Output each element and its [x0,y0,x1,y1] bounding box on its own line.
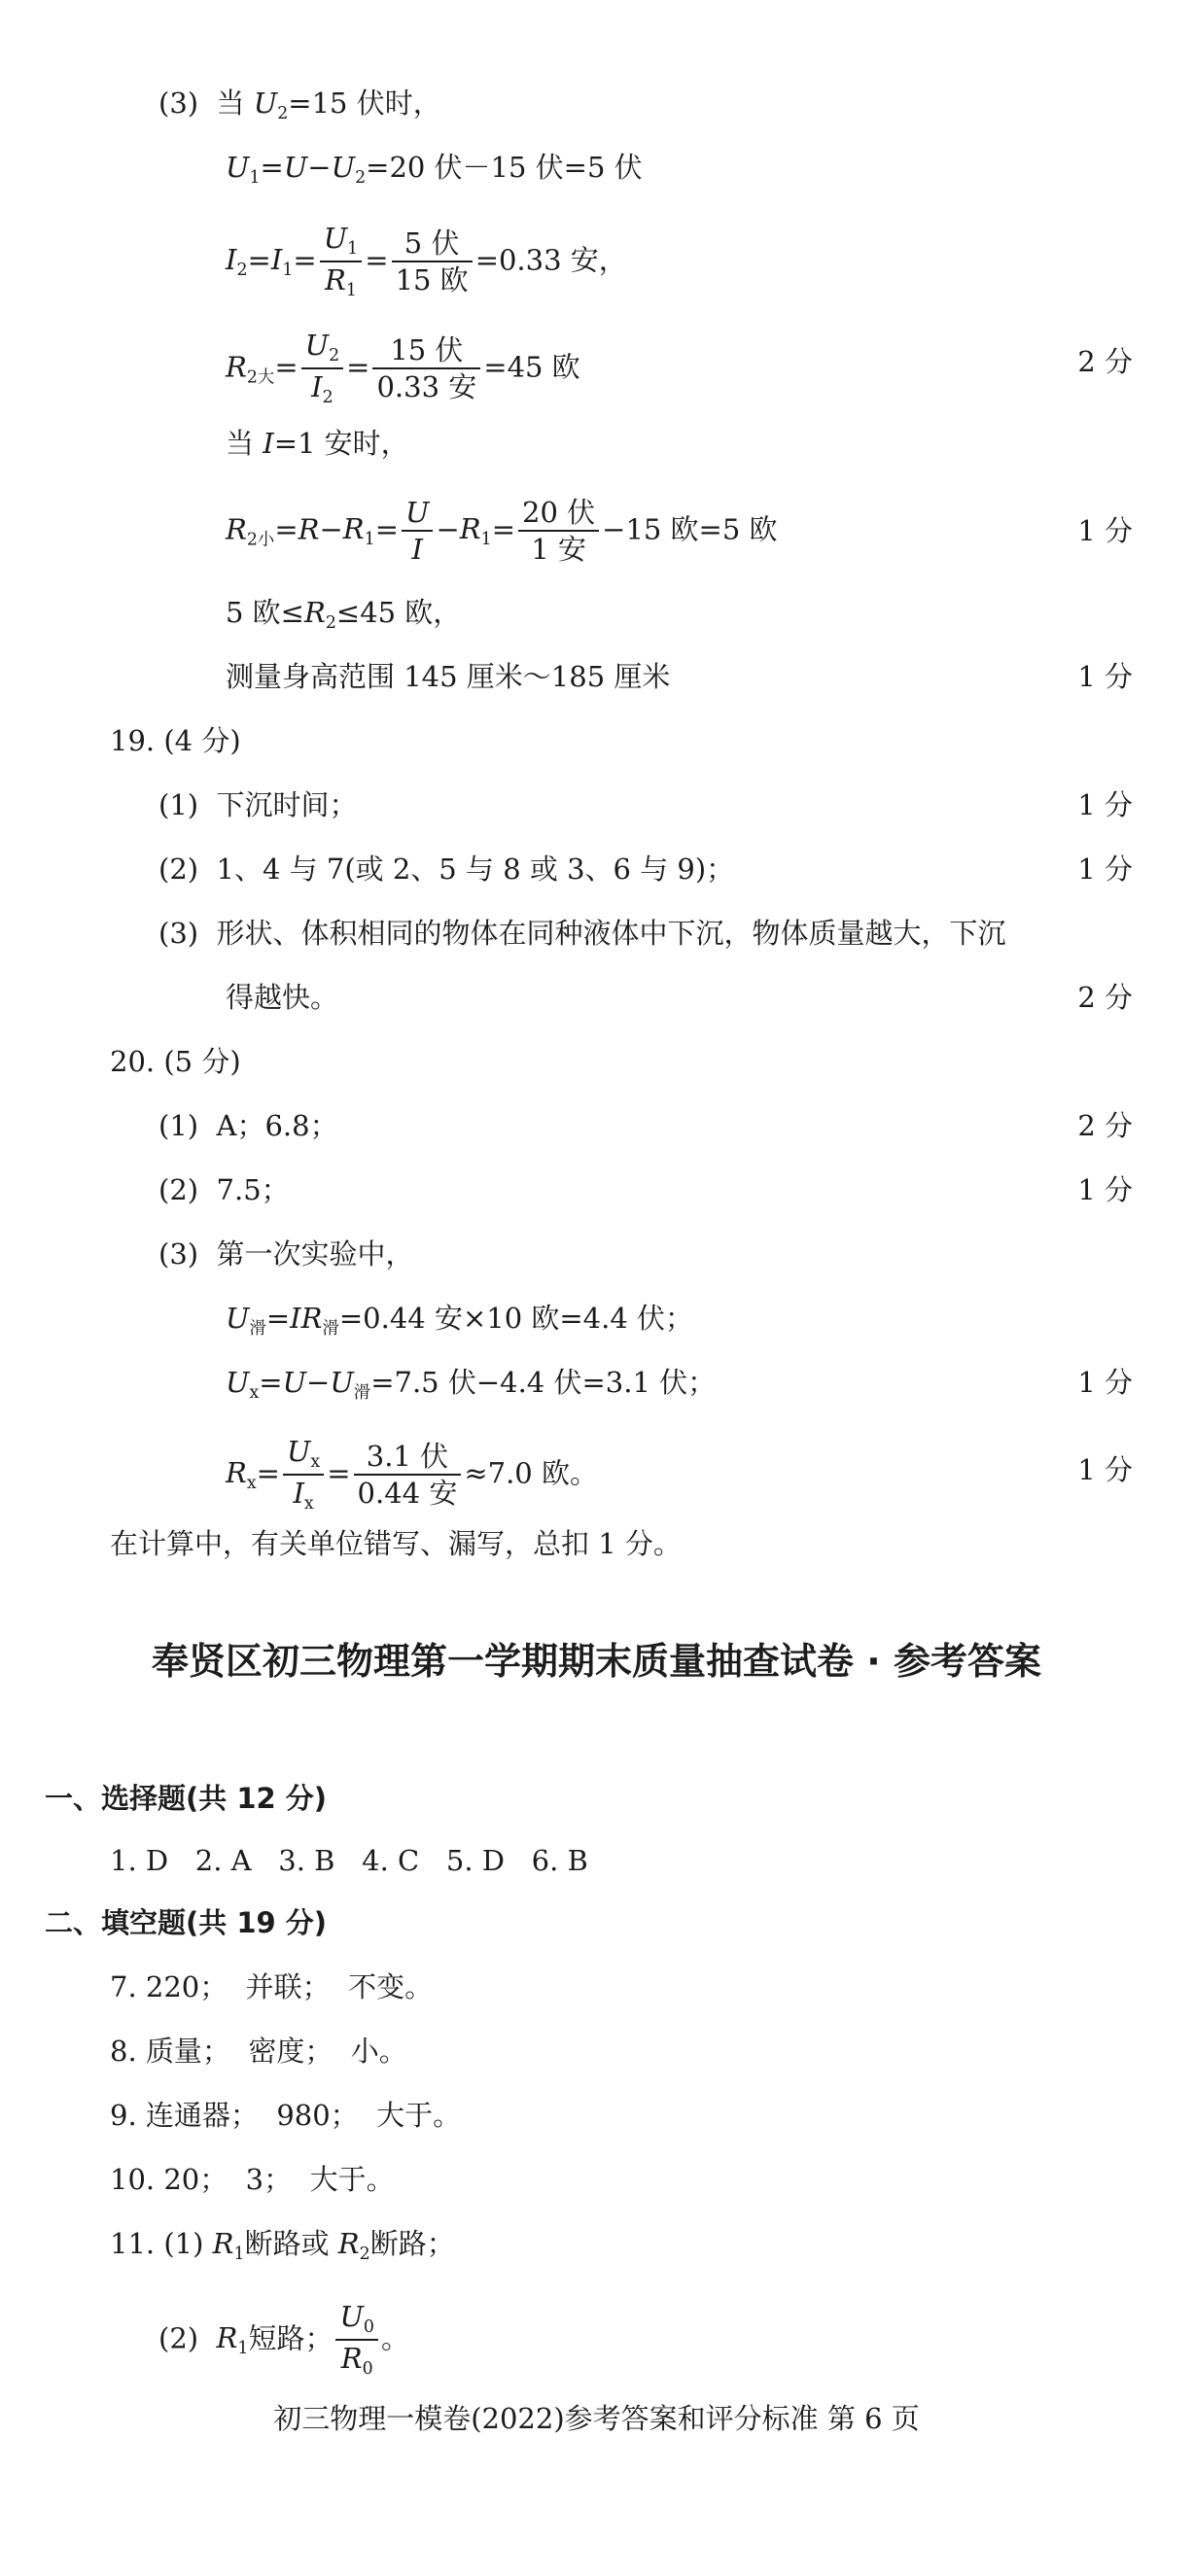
fill-answer-8: 8. 质量； 密度； 小。 [110,2035,407,2068]
q18-3-intro: 当 [216,87,245,120]
eq2-tail: =0.33 安， [474,243,627,277]
score: 1 分 [1077,1366,1133,1399]
q20-item-2: (2) 7.5； [158,1173,290,1206]
deduction-note: 在计算中，有关单位错写、漏写，总扣 1 分。 [110,1527,682,1560]
eq1-rhs: =20 伏－15 伏=5 伏 [366,151,643,184]
score: 2 分 [1077,981,1133,1014]
eq-ux: $U_x=U-U_滑=7.5$ 伏−4.4 伏=3.1 伏； [226,1366,717,1404]
q19-item-1: (1) 下沉时间； [158,788,358,821]
fill-answer-11-2: (2) $R_1$短路； $\frac{U_0}{R_0}$ 。 [158,2300,410,2380]
page-footer: 初三物理一模卷(2022)参考答案和评分标准 第 6 页 [273,2402,920,2435]
range-line: 5 欧$\le R_2\le 45$ 欧， [226,596,462,634]
eq3: $R_{2大}=$ $\frac{U_2}{I_2}$ = 15 伏 0.33 安 =45 欧 [226,329,580,408]
height-range: 测量身高范围 145 厘米～185 厘米 [226,660,671,693]
q20-item-1: (1) A；6.8； [158,1109,338,1142]
section-heading-fill: 二、填空题(共 19 分) [45,1906,328,1939]
var-u2: $U_2$ [253,87,289,124]
eq4: $R_{2小}=R-R_1=$ $\frac{U}{I}$ $-R_1=$ 20 伏 1 安 −15 欧=5 欧 [226,496,778,567]
q19-item-2: (2) 1、4 与 7(或 2、5 与 8 或 3、6 与 9)； [158,853,735,886]
q20-item-3: (3) 第一次实验中， [158,1237,414,1271]
score: 1 分 [1077,660,1133,693]
q18-3-intro2: =15 伏时， [288,87,441,120]
score: 1 分 [1077,853,1133,886]
q20-header: 20. (5 分) [110,1045,241,1078]
fill-answer-11-1: 11. (1) $R_1$断路或 $R_2$断路； [110,2227,455,2265]
q19-item-3-cont: 得越快。 [226,981,339,1014]
q18-3-line [158,89,441,122]
fraction-values: 5 伏 15 欧 [392,228,473,296]
fill-answer-7: 7. 220； 并联； 不变。 [110,1970,434,2003]
when-i-line: 当 I=1 安时， [226,427,409,460]
score: 2 分 [1077,1109,1133,1142]
score: 1 分 [1077,1173,1133,1206]
fraction-u1-r1: $\frac{U_1}{R_1}$ [320,224,363,300]
score: 2 分 [1077,345,1133,378]
q18-3-label: (3) [158,87,199,120]
choice-answers: 1. D 2. A 3. B 4. C 5. D 6. B [110,1844,588,1877]
fill-answer-9: 9. 连通器； 980； 大于。 [110,2099,462,2132]
score: 1 分 [1077,1453,1133,1486]
eq-slide-voltage: $U_滑=IR_滑=0.44$ 安×10 欧=4.4 伏； [226,1302,694,1340]
q19-item-3: (3) 形状、体积相同的物体在同种液体中下沉，物体质量越大，下沉 [158,917,1006,950]
q19-header: 19. (4 分) [110,724,241,757]
score: 1 分 [1077,514,1133,547]
section-heading-choice: 一、选择题(共 12 分) [45,1782,328,1815]
fill-answer-10: 10. 20； 3； 大于。 [110,2163,395,2196]
eq2: $I_2=I_1=$ $\frac{U_1}{R_1}$ = 5 伏 15 欧 =0.33 安， [226,222,627,301]
eq-rx: $R_x=$ $\frac{U_x}{I_x}$ = 3.1 伏 0.44 安 ≈7.0 欧。 [226,1435,598,1514]
score: 1 分 [1077,788,1133,821]
eq1: $U_1=U-U_2=20$ 伏－15 伏=5 伏 [226,151,643,189]
page-title: 奉贤区初三物理第一学期期末质量抽查试卷 · 参考答案 [152,1640,1041,1683]
